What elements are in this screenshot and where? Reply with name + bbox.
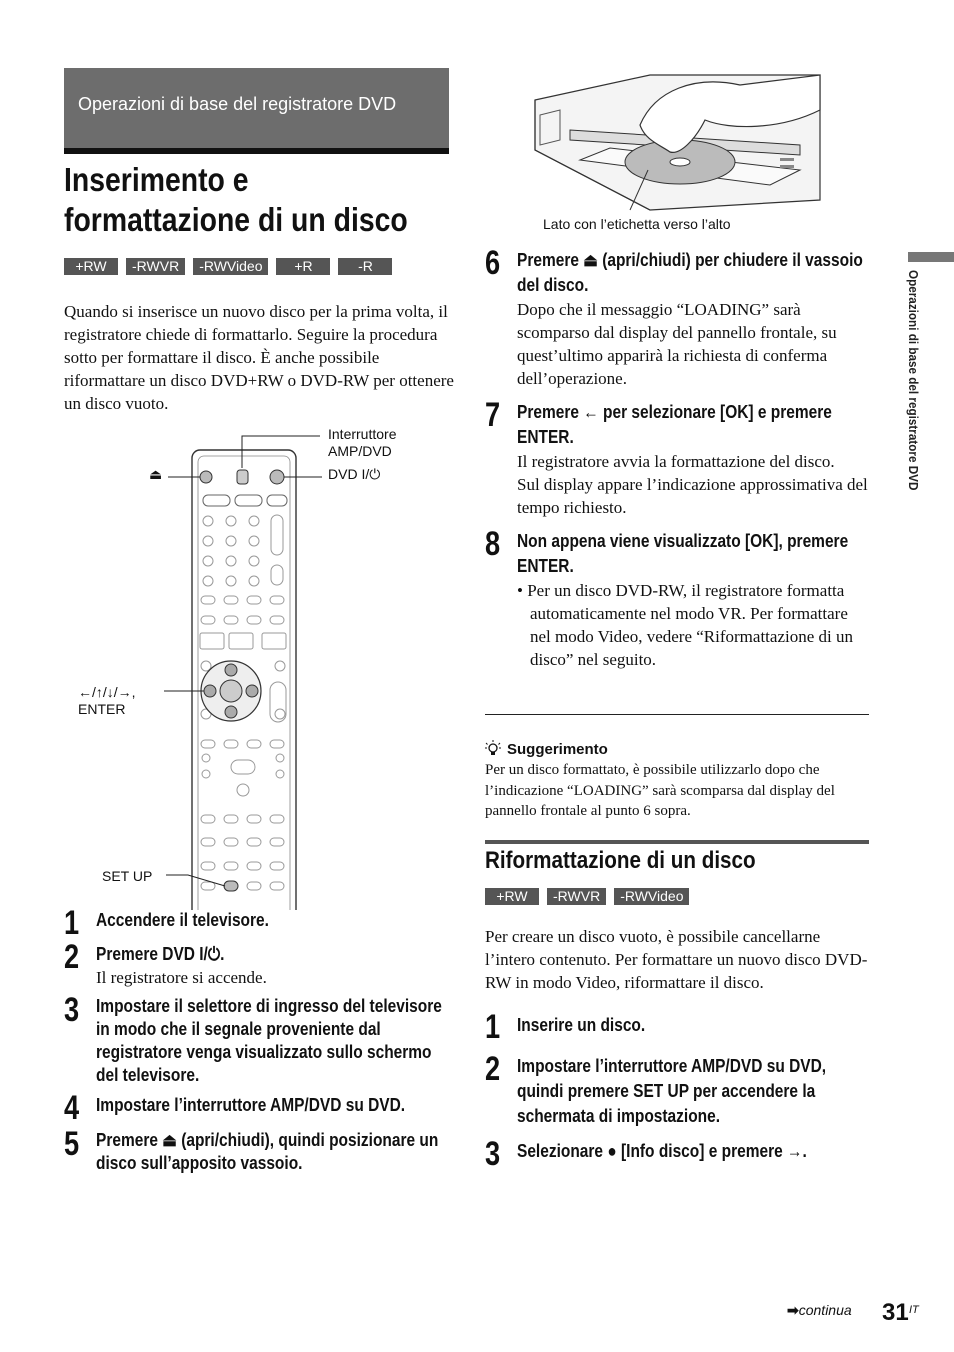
setup-label: SET UP	[102, 868, 153, 884]
subsection-rule	[485, 840, 869, 844]
arrow-right-icon: ➡	[787, 1302, 799, 1318]
tip-box	[485, 740, 869, 822]
badge-rw-video: -RWVideo	[193, 258, 268, 275]
step-number: 5	[64, 1125, 80, 1163]
step-heading: Accendere il televisore.	[96, 910, 269, 930]
reformat-badges	[485, 888, 689, 905]
reformat-steps	[485, 1008, 869, 1173]
step-number: 1	[64, 904, 80, 942]
side-tab-label-wrap	[906, 270, 926, 570]
step-heading: Premere ← per selezionare [OK] e premere ENTER.	[517, 402, 832, 447]
subsection-title: Riformattazione di un disco	[485, 847, 756, 874]
step-number: 8	[485, 525, 501, 563]
reformat-step-1	[485, 1008, 869, 1046]
step-5	[64, 1125, 454, 1175]
side-tab-label: Operazioni di base del registratore DVD	[906, 270, 921, 491]
reformat-step-2	[485, 1050, 869, 1129]
continua-label	[787, 1302, 852, 1319]
badge-rw-vr: -RWVR	[547, 888, 606, 905]
steps-left	[64, 904, 454, 1175]
badge-minus-r: -R	[338, 258, 392, 275]
step-number: 1	[485, 1008, 501, 1046]
step-6	[485, 244, 869, 390]
step-text: Il registratore avvia la formattazione del disco.	[517, 452, 835, 471]
step-text-2: Sul display appare l’indicazione approssimativa del tempo richiesto.	[517, 475, 868, 517]
step-heading: Impostare l’interruttore AMP/DVD su DVD, quindi premere SET UP per accendere la schermata di impostazione.	[517, 1056, 827, 1126]
section-divider	[485, 714, 869, 715]
badge-rw-video: -RWVideo	[614, 888, 689, 905]
step-number: 3	[64, 991, 80, 1029]
tip-heading: Suggerimento	[507, 740, 608, 758]
step-bullet: • Per un disco DVD-RW, il registratore formatta automaticamente nel modo VR. Per formattare nel modo Video, vedere “Riformattazione di un disco” nel seguito.	[517, 581, 853, 669]
step-heading: Premere ⏏ (apri/chiudi), quindi posizionare un disco sull’apposito vassoio.	[96, 1130, 439, 1173]
dvd-recorder-illustration	[530, 70, 830, 220]
step-7	[485, 396, 869, 519]
step-8	[485, 525, 869, 671]
step-number: 4	[64, 1089, 80, 1127]
step-number: 7	[485, 396, 501, 434]
lightbulb-icon	[485, 740, 501, 758]
step-number: 3	[485, 1135, 501, 1173]
continua-text: continua	[798, 1302, 852, 1318]
steps-right	[485, 244, 869, 671]
step-heading: Impostare l’interruttore AMP/DVD su DVD.	[96, 1095, 406, 1115]
step-3	[64, 991, 454, 1087]
remote-control-illustration	[60, 420, 460, 910]
language-code: IT	[909, 1304, 919, 1316]
disc-badges	[64, 258, 392, 275]
intro-paragraph: Quando si inserisce un nuovo disco per la prima volta, il registratore chiede di formattarlo. Seguire la procedura sotto per formattare il disco. È anche possibile riformattare un disco DVD+RW o DVD-RW per ottenere un disco vuoto.	[64, 302, 454, 413]
badge-plus-rw: +RW	[485, 888, 539, 905]
step-number: 2	[64, 938, 80, 976]
dvd-power-label: DVD I/⏻	[328, 466, 381, 482]
step-text: Dopo che il messaggio “LOADING” sarà scomparso dal display del pannello frontale, su quest’ultimo apparirà la richiesta di conferma dell’operazione.	[517, 300, 837, 388]
step-number: 6	[485, 244, 501, 282]
step-number: 2	[485, 1050, 501, 1088]
step-heading: Non appena viene visualizzato [OK], premere ENTER.	[517, 531, 849, 576]
step-heading: Premere ⏏ (apri/chiudi) per chiudere il vassoio del disco.	[517, 250, 863, 295]
reformat-intro: Per creare un disco vuoto, è possibile cancellarne l’intero contenuto. Per formattare un nuovo disco DVD-RW in modo Video, riformattare il disco.	[485, 927, 868, 992]
reformat-step-3	[485, 1135, 869, 1173]
section-header-band	[64, 68, 449, 150]
step-2	[64, 938, 454, 989]
step-1	[64, 904, 454, 942]
amp-dvd-switch-label: Interruttore AMP/DVD	[328, 426, 397, 459]
page-number: 31	[882, 1299, 909, 1326]
side-tab-marker	[908, 252, 954, 262]
step-text: Il registratore si accende.	[96, 968, 267, 987]
step-heading: Inserire un disco.	[517, 1015, 646, 1035]
step-heading: Impostare il selettore di ingresso del televisore in modo che il segnale proveniente dal registratore venga visualizzato sullo schermo del televisore.	[96, 996, 442, 1085]
eject-label: ⏏	[149, 466, 163, 482]
step-4	[64, 1089, 454, 1127]
page-title: Inserimento e formattazione di un disco	[64, 161, 408, 238]
badge-plus-r: +R	[276, 258, 330, 275]
figure-caption: Lato con l’etichetta verso l’alto	[543, 216, 731, 232]
step-heading: Selezionare ● [Info disco] e premere →.	[517, 1141, 807, 1161]
tip-text: Per un disco formattato, è possibile utilizzarlo dopo che l’indicazione “LOADING” sarà scomparsa dal display del pannello frontale al punto 6 sopra.	[485, 762, 835, 819]
step-heading: Premere DVD I/⏻.	[96, 944, 225, 964]
badge-plus-rw: +RW	[64, 258, 118, 275]
section-title: Operazioni di base del registratore DVD	[78, 94, 397, 114]
arrows-enter-label: ←/↑/↓/→, ENTER	[78, 684, 136, 717]
header-rule	[64, 148, 449, 154]
badge-rw-vr: -RWVR	[126, 258, 185, 275]
